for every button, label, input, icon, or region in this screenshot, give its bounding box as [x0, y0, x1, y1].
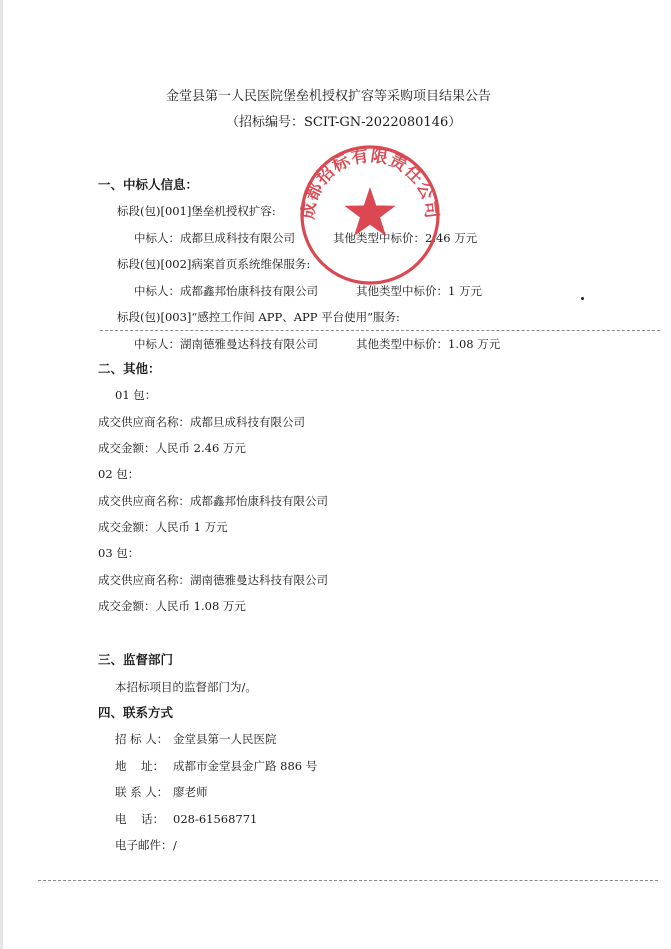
lot-winner: 中标人：湖南德雅曼达科技有限公司 [134, 337, 318, 351]
supplier-name: 成交供应商名称：成都旦成科技有限公司 [98, 415, 305, 429]
lot-label: 标段(包)[001]堡垒机授权扩容: [117, 204, 276, 218]
package-label: 03 包： [98, 546, 140, 560]
section4-heading: 四、联系方式 [98, 705, 174, 720]
section1-heading: 一、中标人信息： [98, 177, 199, 192]
contact-label: 电子邮件： [115, 838, 173, 852]
bottom-divider [38, 880, 658, 881]
deal-amount: 成交金额：人民币 1 万元 [98, 520, 228, 534]
lot-winner: 中标人：成都旦成科技有限公司 [134, 231, 295, 245]
supplier-name: 成交供应商名称：湖南德雅曼达科技有限公司 [98, 573, 328, 587]
contact-value: 028-61568771 [173, 812, 258, 826]
contact-label: 招 标 人： [115, 732, 169, 746]
deal-amount: 成交金额：人民币 2.46 万元 [98, 441, 246, 455]
deal-amount: 成交金额：人民币 1.08 万元 [98, 599, 246, 613]
divider [100, 330, 660, 331]
section2-heading: 二、其他： [98, 361, 161, 376]
section3-heading: 三、监督部门 [98, 652, 174, 667]
lot-price: 其他类型中标价：1.08 万元 [356, 337, 501, 351]
contact-label: 联 系 人： [115, 785, 169, 799]
lot-price: 其他类型中标价：2.46 万元 [333, 231, 478, 245]
document-title: 金堂县第一人民医院堡垒机授权扩容等采购项目结果公告 [166, 89, 492, 104]
package-label: 02 包： [98, 467, 140, 481]
company-seal [295, 140, 445, 290]
lot-price: 其他类型中标价：1 万元 [356, 284, 482, 298]
seal-text-path: 成都招标有限责任公司 [298, 145, 442, 221]
contact-label: 电 话： [115, 812, 165, 826]
contact-value: 金堂县第一人民医院 [173, 732, 277, 746]
seal-star-icon [344, 187, 395, 236]
contact-value: 成都市金堂县金广路 886 号 [173, 759, 318, 773]
package-label: 01 包： [115, 388, 157, 402]
lot-winner: 中标人：成都鑫邦怡康科技有限公司 [134, 284, 318, 298]
bid-number: （招标编号：SCIT-GN-2022080146） [226, 115, 462, 130]
contact-value: 廖老师 [173, 785, 208, 799]
supplier-name: 成交供应商名称：成都鑫邦怡康科技有限公司 [98, 494, 328, 508]
supervision-text: 本招标项目的监督部门为/。 [115, 680, 257, 694]
lot-label: 标段(包)[003]“感控工作间 APP、APP 平台使用”服务: [117, 310, 400, 324]
contact-value: / [173, 838, 177, 852]
page-edge [0, 0, 3, 949]
lot-label: 标段(包)[002]病案首页系统维保服务: [117, 257, 311, 271]
ink-dot [581, 297, 584, 300]
contact-label: 地 址： [115, 759, 165, 773]
